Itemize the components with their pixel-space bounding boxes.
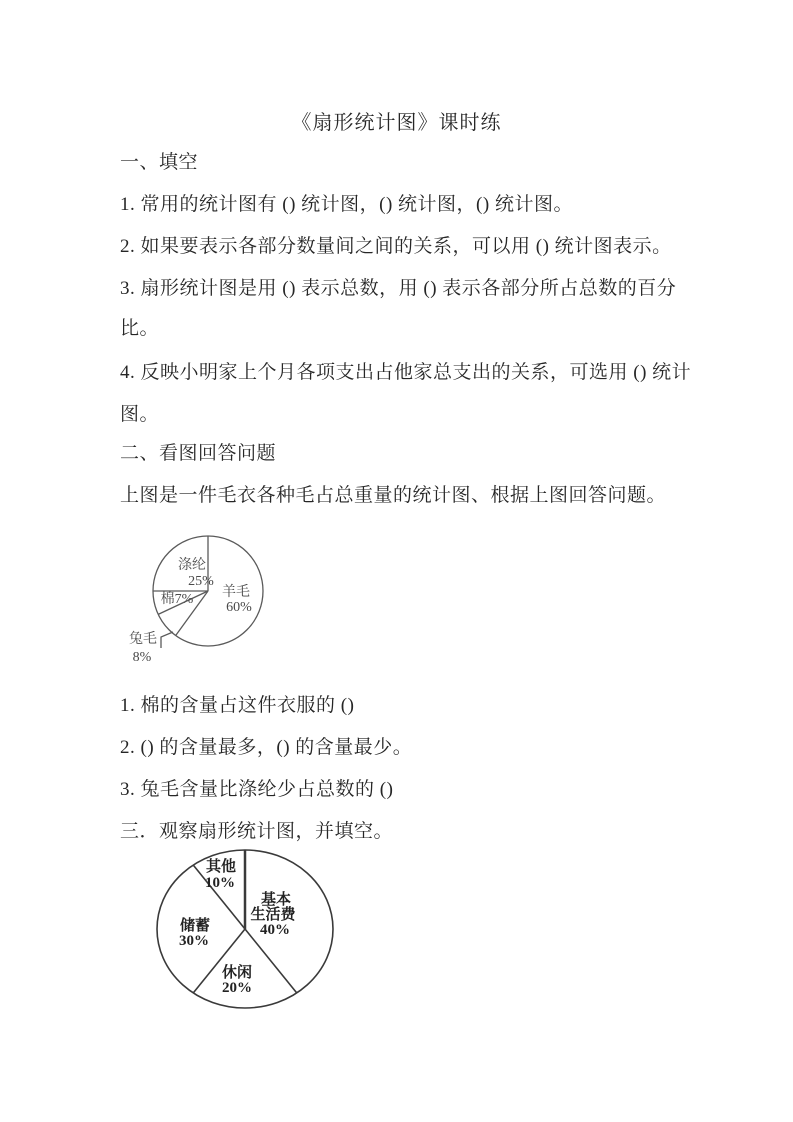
pie2-value-savings: 30% [179, 933, 209, 949]
pie2-label-savings: 储蓄 [179, 918, 211, 934]
pie1-label-rabbit-hair: 兔毛 [129, 632, 157, 647]
chart1-question-3: 3. 兔毛含量比涤纶少占总数的 () [120, 779, 394, 800]
fill-question-3-part2: 比。 [120, 318, 160, 339]
fill-question-4-part2: 图。 [120, 404, 160, 425]
pie2-value-other: 10% [205, 875, 235, 891]
pie2-label-basic-living-1: 基本 [260, 892, 292, 908]
pie2-label-basic-living-2: 生活费 [250, 907, 296, 923]
pie1-value-polyester: 25% [188, 574, 214, 589]
pie1-label-cotton: 棉7% [160, 592, 194, 607]
pie2-value-basic-living: 40% [260, 922, 290, 938]
fill-question-2: 2. 如果要表示各部分数量间之间的关系，可以用 () 统计图表示。 [120, 236, 672, 257]
fill-question-4-part1: 4. 反映小明家上个月各项支出占他家总支出的关系，可选用 () 统计 [120, 362, 692, 383]
pie1-label-polyester: 涤纶 [178, 558, 206, 573]
section-1-heading: 一、填空 [120, 152, 199, 173]
section-2-heading: 二、看图回答问题 [120, 443, 277, 464]
page-title: 《扇形统计图》课时练 [291, 112, 502, 134]
fill-question-3-part1: 3. 扇形统计图是用 () 表示总数，用 () 表示各部分所占总数的百分 [120, 278, 677, 299]
pie1-value-wool: 60% [226, 600, 252, 615]
pie-chart-sweater [125, 528, 310, 673]
pie2-divider-living-leisure [245, 929, 297, 993]
chart1-question-1: 1. 棉的含量占这件衣服的 () [120, 695, 355, 716]
section-3-heading: 三．观察扇形统计图，并填空。 [120, 821, 394, 842]
pie1-value-rabbit-hair: 8% [132, 650, 152, 665]
pie2-value-leisure: 20% [222, 980, 252, 996]
pie2-label-leisure: 休闲 [221, 965, 253, 981]
pie2-label-other: 其他 [205, 859, 237, 875]
fill-question-1: 1. 常用的统计图有 () 统计图，() 统计图，() 统计图。 [120, 194, 573, 215]
pie-chart-spending [152, 843, 347, 1015]
pie1-leader-line-rabbit [161, 632, 173, 648]
pie1-label-wool: 羊毛 [222, 585, 250, 600]
chart1-question-2: 2. () 的含量最多，() 的含量最少。 [120, 737, 413, 758]
chart1-intro-text: 上图是一件毛衣各种毛占总重量的统计图、根据上图回答问题。 [120, 485, 667, 506]
